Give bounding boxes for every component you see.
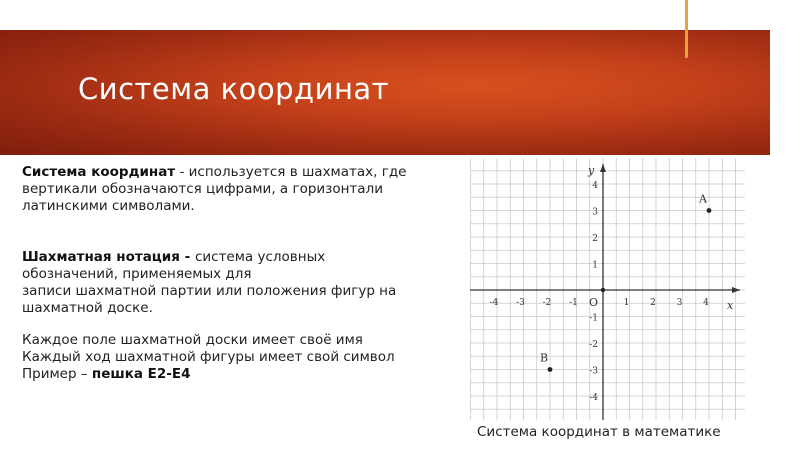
x-tick-label: 1 — [623, 298, 630, 308]
x-tick-label: -3 — [516, 298, 525, 308]
term-chess-notation: Шахматная нотация - — [22, 249, 195, 265]
y-tick-label: -2 — [589, 340, 598, 350]
tick-labels — [490, 164, 734, 403]
paragraph2-line4: шахматной доске. — [22, 300, 153, 316]
paragraph-coordinate-system — [22, 164, 452, 215]
y-tick-label: 4 — [592, 181, 598, 191]
slide-title: Система координат — [78, 72, 390, 106]
paragraph-chess-notation — [22, 249, 452, 317]
y-tick-label: 3 — [592, 207, 598, 218]
plotted-points — [540, 193, 711, 372]
y-axis-arrow — [600, 164, 606, 172]
accent-line — [685, 0, 688, 58]
paragraph3-line2: Каждый ход шахматной фигуры имеет свой символ — [22, 349, 395, 365]
paragraph1-line1: - используется в шахматах, где — [175, 164, 407, 180]
y-axis-label: y — [588, 164, 595, 177]
x-axis-arrow — [732, 287, 740, 293]
paragraph2-line1: система условных — [194, 249, 326, 265]
x-tick-label: -1 — [569, 298, 578, 308]
y-tick-label: -1 — [589, 313, 598, 324]
point-label-a: A — [699, 192, 707, 206]
x-tick-label: -4 — [489, 298, 499, 308]
paragraph2-line3: записи шахматной партии или положения фигур на — [22, 283, 397, 299]
y-tick-label: 2 — [592, 234, 598, 244]
paragraph2-line2: обозначений, применяемых для — [22, 266, 252, 282]
point-b — [548, 367, 553, 372]
point-label-b: B — [540, 351, 549, 365]
graph-caption: Система координат в математике — [477, 424, 721, 440]
x-tick-label: -2 — [542, 298, 552, 308]
coordinate-grid-graph — [470, 158, 745, 420]
x-tick-label: 3 — [676, 298, 683, 308]
paragraph3-line1: Каждое поле шахматной доски имеет своё имя — [22, 332, 363, 348]
example-move: пешка Е2-Е4 — [91, 366, 191, 382]
example-prefix: Пример – — [22, 366, 92, 382]
paragraph1-line2: вертикали обозначаются цифрами, а горизонтали — [22, 181, 383, 197]
paragraph1-line3: латинскими символами. — [22, 198, 195, 214]
x-axis-label: x — [727, 299, 734, 312]
x-tick-label: 4 — [703, 298, 709, 308]
y-tick-label: 1 — [592, 260, 598, 271]
point-a — [707, 208, 712, 213]
paragraph-example — [22, 332, 452, 383]
term-coordinate-system: Система координат — [22, 164, 176, 180]
y-tick-label: -4 — [589, 393, 598, 403]
origin-point — [601, 288, 605, 292]
y-tick-label: -3 — [589, 366, 598, 377]
origin-label: O — [589, 296, 599, 309]
x-tick-label: 2 — [650, 298, 656, 308]
